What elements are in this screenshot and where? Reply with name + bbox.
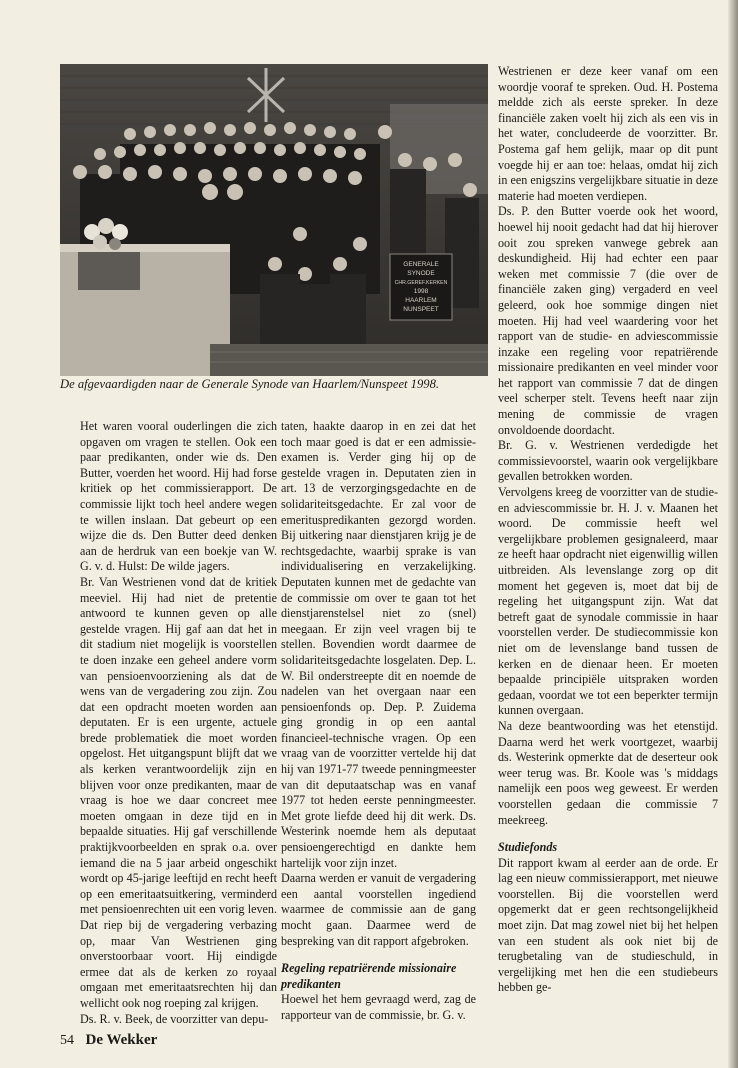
paragraph: Br. Van Westrienen vond dat de kritiek meeviel. Hij had niet de pretentie antwoord te kunnen geven op alle gestelde vragen. Hij gaf aan dat het in dit stadium niet mogelijk is voorstellen te doen inzake een geheel andere vorm van pensioenvoorziening als dat de wens van de vergadering zou zijn. Zou dat een opdracht moeten worden aan deputaten. Er is een urgente, actuele brede problematiek die moet worden opgelost. Het uitgangspunt blijft dat we als kerken verantwoordelijk zijn en blijven voor onze predikanten, maar de vraag is hoe we daar concreet mee moeten omgaan in deze tijd en in bepaalde situaties. Hij gaf verschillende praktijkvoorbeelden en sprak o.a. over iemand die na 5 jaar arbeid ongeschikt wordt op 45-jarige leeftijd en recht heeft op een emeritaatsuitkering, verminderd met pensioenrechten uit een vorig leven. Dat riep bij de vergadering verbazing op, maar Van Westrienen ging onverstoorbaar voort. Hij eindigde ermee dat als de kerken zo royaal omgaan met emeritaatsrechten hij dan wellicht ook nog roeping zal krijgen. <box>80 574 277 1010</box>
paragraph: Ds. R. v. Beek, de voorzitter van depu- <box>80 1011 269 1026</box>
page-footer <box>60 1032 157 1049</box>
paragraph: Hoewel het hem gevraagd werd, zag de rapporteur van de commissie, br. G. v. <box>281 992 476 1022</box>
paragraph: Vervolgens kreeg de voorzitter van de studie- en adviescommissie br. H. J. v. Maanen het woord. De commissie heeft wel vergelijkbare problemen gesignaleerd, maar ze heeft haar opdracht niet eigenwillig willen uitbreiden. Als levenslange zorg op dit moment het gegeven is, moet dat bij de regeling het uitgangspunt zijn. Wat dat betreft gaat de synodale commissie in haar voorstellen verder. De studiecommissie kon niet om de levenslange band tussen de kerken en de dienaar heen. Er moeten bepaalde principiële uitspraken worden gedaan, voordat we tot een beperkter termijn kunnen overgaan. <box>498 485 718 718</box>
paragraph: Westrienen er deze keer vanaf om een woordje vooraf te spreken. Oud. H. Postema meldde zich als eerste spreker. In deze financiële zaken voelt hij zich als een vis in het water, concludeerde de voorzitter. Br. Postema gaf hem gelijk, maar op dit punt voegde hij er aan toe: helaas, omdat hij zich in een enigszins vergelijkbare situatie in deze materie had moeten verdiepen. <box>498 64 718 203</box>
page-number: 54 <box>60 1033 74 1048</box>
banner-line: HAARLEM <box>405 297 437 304</box>
text-column-3 <box>498 64 718 996</box>
section-heading: Regeling repatriërende missionaire predikanten <box>281 961 457 991</box>
magazine-name: De Wekker <box>85 1032 158 1048</box>
banner-line: 1998 <box>413 288 429 295</box>
text-column-1 <box>80 419 277 1027</box>
paragraph: Dit rapport kwam al eerder aan de orde. Er lag een nieuw commissierapport, met nieuwe voorstellen. Bij die voorstellen werd opgemerkt dat er geen rechtsongelijkheid moet zijn. Dat mag zowel niet bij het helpen van een student als ook niet bij de terugbetaling van de studieschuld, in vergelijking met hen die een studiebeurs hebben ge- <box>498 855 718 995</box>
paragraph: Ds. P. den Butter voerde ook het woord, hoewel hij nooit gedacht had dat hij hierover ooit zou spreken vanwege gebrek aan deskundigheid. Hij had echter een paar weken met commissie 7 (die over de financiële zaken ging) vergaderd en veel geleerd, ook hoe sommige dingen niet moeten. Hij had veel waardering voor het rapport van de studie- en adviescommissie inzake een regeling voor repatriërende missionaire predikanten en veel minder voor het rapport van commissie 7 dat de dingen veel scherper stelt. Tevens heeft naar zijn mening de commissie de vragen onvoldoende doordacht. <box>498 204 718 437</box>
text-column-2 <box>281 419 476 1024</box>
banner-line: GENERALE <box>403 261 439 268</box>
banner-line: CHR.GEREF.KERKEN <box>394 280 448 286</box>
page-edge-shadow <box>728 0 738 1068</box>
paragraph: Daarna werden er vanuit de vergadering een aantal voorstellen ingediend waarmee de commissie aan de gang mocht gaan. Daarmee werd de bespreking van dit rapport afgebroken. <box>281 871 476 948</box>
banner-line: NUNSPEET <box>403 306 439 313</box>
paragraph: Br. G. v. Westrienen verdedigde het commissievoorstel, waarin ook vergelijkbare gevallen betrokken worden. <box>498 438 718 484</box>
paragraph: taten, haakte daarop in en zei dat het toch maar goed is dat er een admissie-examen is. Verder ging hij op de gestelde vragen in. Deputaten zien in art. 13 de verzorgingsgedachte en de solidariteitsgedachte. Er zal voor de emerituspredikanten gezorgd worden. Bij uitkering naar dienstjaren krijg je de rechtsgedachte, waarbij sprake is van individualisering en verzakelijking. Deputaten kunnen met de gedachte van de commissie om over te gaan tot het dienstjarenstelsel niet zo (snel) meegaan. Er zijn veel vragen bij te stellen. Bovendien wordt daarmee de solidariteitsgedachte losgelaten. Dep. L. W. Bil onderstreepte dit en noemde de nadelen van het overgaan naar een pensioenfonds op. Dep. P. Zuidema ging grondig in op een aantal financieel-technische vragen. Op een vraag van de voorzitter vertelde hij dat hij van 1971-77 tweede penningmeester van dit deputaatschap was en vanaf 1977 tot heden eerste penningmeester. Met grote liefde deed hij dit werk. Ds. Westerink noemde hem als deputaat pensioengerechtigd en dankte hem hartelijk voor zijn inzet. <box>281 419 476 870</box>
section-heading: Studiefonds <box>498 840 558 855</box>
paragraph: Het waren vooral ouderlingen die zich opgaven om vragen te stellen. Ook een paar predikanten, onder wie ds. Den Butter, voerden het woord. Hij had forse kritiek op het commissierapport. De commissie lijkt toch heel andere wegen te willen inslaan. Dat gebeurt op een wijze die ds. Den Butter deed denken aan de herdruk van een boekje van W. G. v. d. Hulst: De wilde jagers. <box>80 419 277 574</box>
banner-line: SYNODE <box>407 270 435 277</box>
synod-banner <box>390 254 452 320</box>
photo-caption: De afgevaardigden naar de Generale Synode van Haarlem/Nunspeet 1998. <box>60 377 440 391</box>
paragraph: Na deze beantwoording was het etenstijd. Daarna werd het werk voortgezet, waarbij ds. Westerink opmerkte dat de deserteur ook weer terug was. Br. Koole was 's middags namelijk een poos weg geweest. Er werden voorstellen gedaan die commissie 7 meekreeg. <box>498 718 718 827</box>
group-photo <box>60 64 488 376</box>
